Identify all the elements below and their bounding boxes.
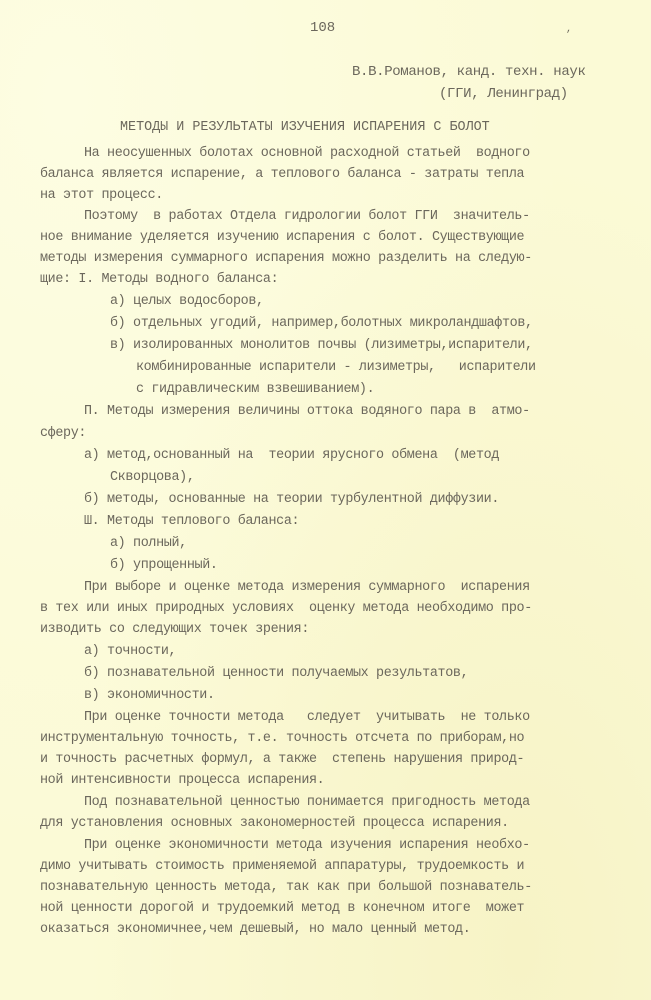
text-line: ное внимание уделяется изучению испарения с болот. Существующие [40,230,525,245]
text-line: оказаться экономичнее,чем дешевый, но мало ценный метод. [40,922,471,937]
text-line: димо учитывать стоимость применяемой аппаратуры, трудоемкость и [40,859,525,874]
text-line: Поэтому в работах Отдела гидрологии болот ГГИ значитель- [84,209,530,224]
list-item: а) метод,основанный на теории ярусного обмена (метод [84,448,500,463]
text-line: Под познавательной ценностью понимается пригодность метода [84,795,530,810]
list-item: а) точности, [84,644,177,659]
text-line: для установления основных закономерностей процесса испарения. [40,816,509,831]
text-line: в тех или иных природных условиях оценку метода необходимо про- [40,601,532,616]
list-item-continuation: Скворцова), [110,470,195,485]
list-item: б) отдельных угодий, например,болотных микроландшафтов, [110,316,533,331]
text-line: и точность расчетных формул, а также степень нарушения природ- [40,752,525,767]
section-heading: Ш. Методы теплового баланса: [84,514,300,529]
affiliation-line: (ГГИ, Ленинград) [439,86,568,102]
text-line: На неосушенных болотах основной расходной статьей водного [84,146,530,161]
list-item: б) упрощенный. [110,558,218,573]
list-item: б) познавательной ценности получаемых результатов, [84,666,469,681]
list-item-continuation: с гидравлическим взвешиванием). [136,382,375,397]
list-item: в) изолированных монолитов почвы (лизиметры,испарители, [110,338,533,353]
text-line: При оценке точности метода следует учитывать не только [84,710,530,725]
text-line: П. Методы измерения величины оттока водяного пара в атмо- [84,404,530,419]
text-line: баланса является испарение, а теплового баланса - затраты тепла [40,167,525,182]
list-item: а) целых водосборов, [110,294,264,309]
text-line: ной ценности дорогой и трудоемкий метод в конечном итоге может [40,901,525,916]
text-line: При оценке экономичности метода изучения испарения необхо- [84,838,530,853]
text-line: на этот процесс. [40,188,163,203]
author-line: В.В.Романов, канд. техн. наук [352,64,586,80]
text-line: сферу: [40,426,87,441]
page-number: 108 [310,20,336,36]
list-item: а) полный, [110,536,187,551]
text-line: инструментальную точность, т.е. точность отсчета по приборам,но [40,731,525,746]
text-line: изводить со следующих точек зрения: [40,622,309,637]
text-line: методы измерения суммарного испарения можно разделить на следую- [40,251,532,266]
text-line: ной интенсивности процесса испарения. [40,773,325,788]
corner-mark: , [566,24,573,35]
list-item: б) методы, основанные на теории турбулентной диффузии. [84,492,500,507]
text-line: познавательную ценность метода, так как при большой познаватель- [40,880,532,895]
text-line: щие: I. Методы водного баланса: [40,272,279,287]
document-title: МЕТОДЫ И РЕЗУЛЬТАТЫ ИЗУЧЕНИЯ ИСПАРЕНИЯ С БОЛОТ [120,120,490,135]
list-item: в) экономичности. [84,688,215,703]
text-line: При выборе и оценке метода измерения суммарного испарения [84,580,530,595]
list-item-continuation: комбинированные испарители - лизиметры, испарители [136,360,536,375]
